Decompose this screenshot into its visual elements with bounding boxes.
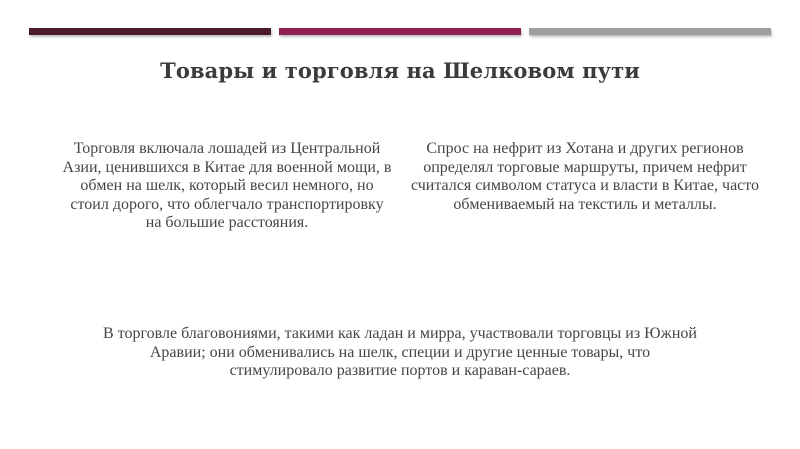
text-block-incense: В торговле благовониями, такими как ладан и мирра, участвовали торговцы из Южной Аравии; они обменивались на шелк, специи и другие ценные товары, что стимулировало развитие портов и караван-сараев. bbox=[103, 325, 697, 379]
text-block-horses: Торговля включала лошадей из Центральной Азии, ценившихся в Китае для военной мощи, в обмен на шелк, который весил немного, но стоил дорого, что облегчало транспортировку на большие расстояния. bbox=[62, 140, 392, 231]
accent-bar-gray bbox=[529, 28, 771, 35]
slide-title: Товары и торговля на Шелковом пути bbox=[160, 58, 640, 83]
accent-bar-crimson bbox=[279, 28, 521, 35]
decorative-top-bars bbox=[29, 28, 771, 36]
accent-bar-dark bbox=[29, 28, 271, 35]
text-block-jade: Спрос на нефрит из Хотана и других регионов определял торговые маршруты, причем нефрит считался символом статуса и власти в Китае, часто обмениваемый на текстиль и металлы. bbox=[410, 140, 760, 213]
